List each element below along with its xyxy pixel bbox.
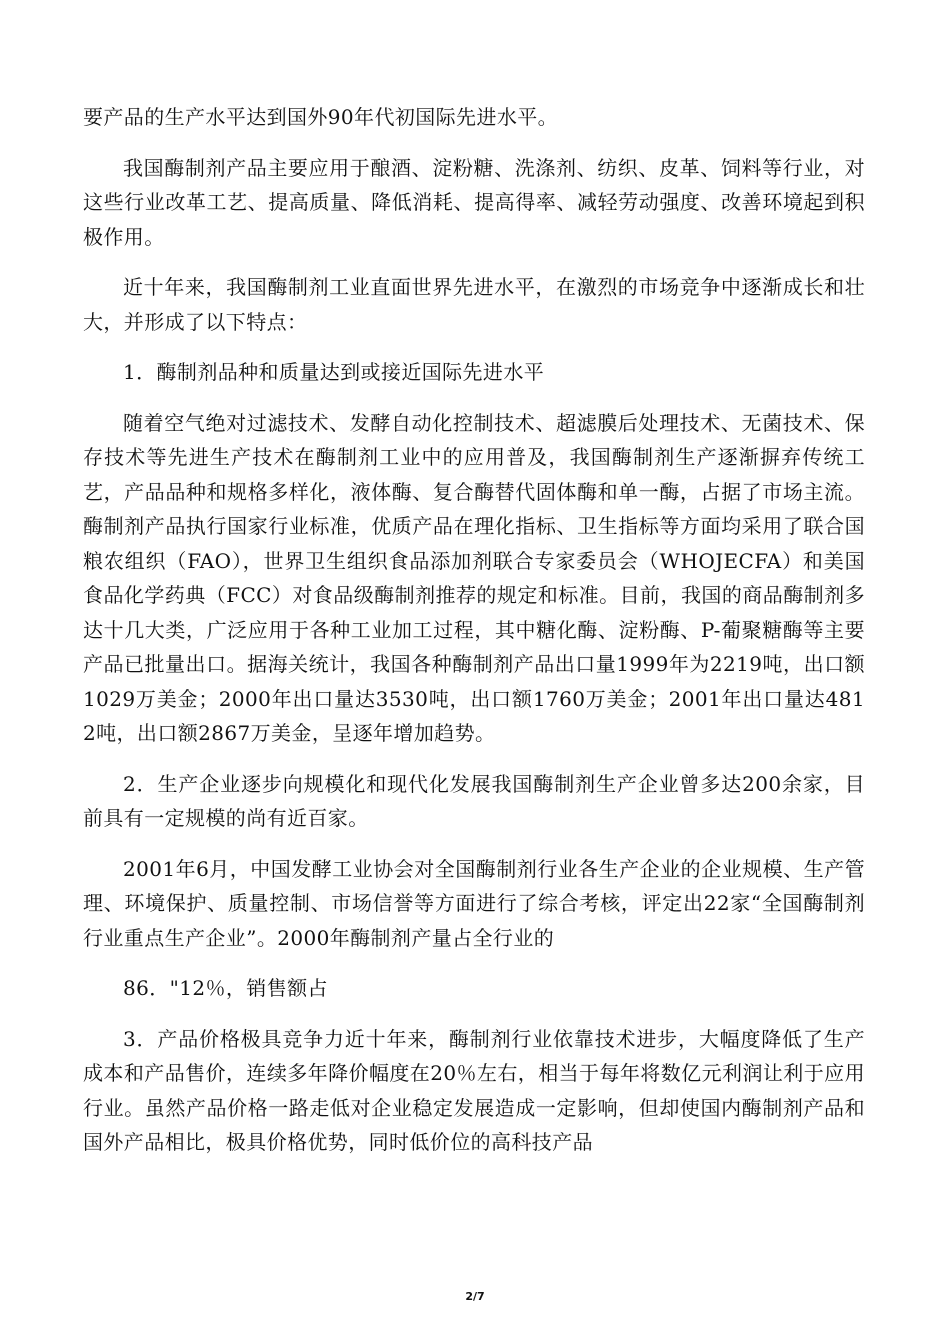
paragraph-quality-standards: 随着空气绝对过滤技术、发酵自动化控制技术、超滤膜后处理技术、无菌技术、保存技术等先进生产技术在酶制剂工业中的应用普及，我国酶制剂生产逐渐摒弃传统工艺，产品品种和规格多样化，液体酶、复合酶替代固体酶和单一酶，占据了市场主流。酶制剂产品执行国家行业标准，优质产品在理化指标、卫生指标等方面均采用了联合国粮农组织（FAO），世界卫生组织食品添加剂联合专家委员会（WHOJECFA）和美国食品化学药典（FCC）对食品级酶制剂推荐的规定和标准。目前，我国的商品酶制剂多达十几大类，广泛应用于各种工业加工过程，其中糖化酶、淀粉酶、P-葡聚糖酶等主要产品已批量出口。据海关统计，我国各种酶制剂产品出口量1999年为2219吨，出口额1029万美金；2000年出口量达3530吨，出口额1760万美金；2001年出口量达4812吨，出口额2867万美金，呈逐年增加趋势。 (83, 410, 865, 745)
paragraph-continuation: 要产品的生产水平达到国外90年代初国际先进水平。 (83, 105, 559, 129)
paragraph-point-3: 3．产品价格极具竞争力近十年来，酶制剂行业依靠技术进步，大幅度降低了生产成本和产品售价，连续多年降价幅度在20％左右，相当于每年将数亿元利润让利于应用行业。虽然产品价格一路走低对企业稳定发展造成一定影响，但却使国内酶制剂产品和国外产品相比，极具价格优势，同时低价位的高科技产品 (83, 1026, 865, 1154)
paragraph-industry-assessment: 2001年6月，中国发酵工业协会对全国酶制剂行业各生产企业的企业规模、生产管理、环境保护、质量控制、市场信誉等方面进行了综合考核，评定出22家“全国酶制剂行业重点生产企业”。2000年酶制剂产量占全行业的 (83, 856, 865, 950)
paragraph-applications: 我国酶制剂产品主要应用于酿酒、淀粉糖、洗涤剂、纺织、皮革、饲料等行业，对这些行业改革工艺、提高质量、降低消耗、提高得率、减轻劳动强度、改善环境起到积极作用。 (83, 155, 865, 249)
paragraph-share-fragment: 86．"12％，销售额占 (123, 976, 328, 1000)
paragraph-point-2: 2．生产企业逐步向规模化和现代化发展我国酶制剂生产企业曾多达200余家，目前具有一定规模的尚有近百家。 (83, 771, 865, 830)
page-number: 2/7 (465, 1290, 485, 1303)
document-body (83, 100, 865, 1160)
heading-point-1: 1．酶制剂品种和质量达到或接近国际先进水平 (123, 360, 545, 384)
paragraph-decade-overview: 近十年来，我国酶制剂工业直面世界先进水平，在激烈的市场竞争中逐渐成长和壮大，并形成了以下特点： (83, 275, 865, 334)
